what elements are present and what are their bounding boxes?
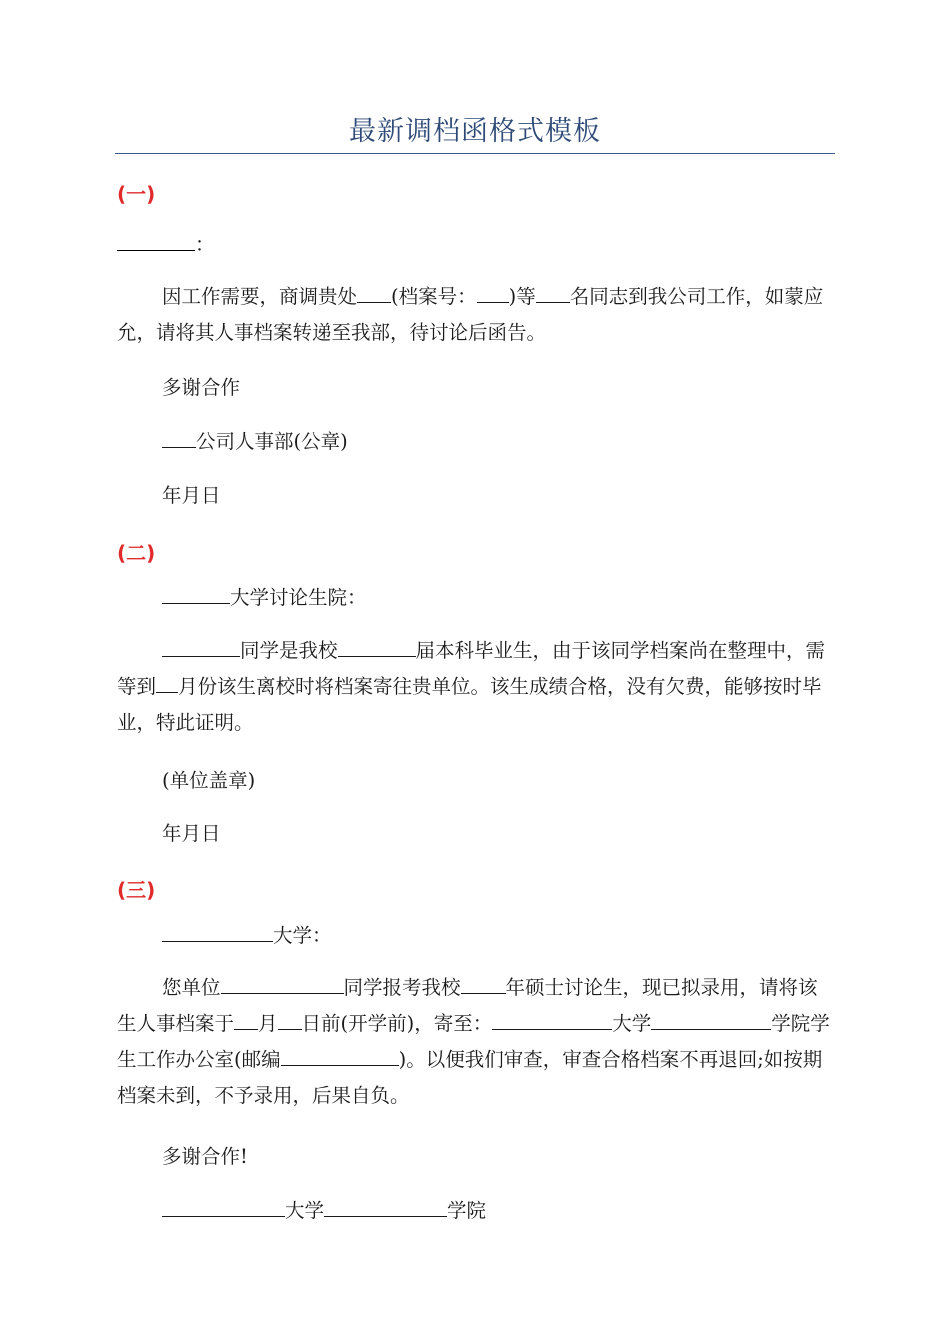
body-text: (档案号：: [391, 285, 477, 308]
body-text: 大学: [612, 1012, 652, 1035]
body-text: 届本科毕业生，由于该同学档案尚在整理中，需等到: [117, 639, 826, 698]
section-3-signature: [117, 1193, 833, 1229]
body-text: 因工作需要，商调贵处: [162, 285, 358, 308]
body-text: 年硕士讨论生，现已拟录用，请将该生人事档案于: [117, 976, 818, 1035]
college-sign-blank: [324, 1196, 447, 1217]
body-text: )。以便我们审查，审查合格档案不再退回;如按期档案未到，不予录用，后果自负。: [117, 1048, 823, 1107]
signature-text: 大学: [285, 1199, 325, 1222]
recipient-blank: [117, 230, 195, 251]
section-1-signature: [117, 424, 833, 460]
signature-text: 学院: [447, 1199, 487, 1222]
section-3-thanks: 多谢合作!: [162, 1145, 248, 1168]
body-text: 您单位: [162, 976, 221, 999]
body-text: 名同志到我公司工作，如蒙应允，请将其人事档案转递至我部，待讨论后函告。: [117, 285, 824, 344]
student-name-blank: [162, 636, 240, 657]
university-blank: [162, 583, 230, 604]
section-2-seal: (单位盖章): [162, 769, 256, 792]
class-year-blank: [338, 636, 416, 657]
section-heading-2: (二): [117, 541, 156, 565]
section-2-body: [117, 633, 833, 741]
file-number-blank: [477, 282, 509, 303]
month-blank: [234, 1009, 258, 1030]
body-text: 同学报考我校: [343, 976, 461, 999]
section-1-thanks: 多谢合作: [162, 376, 241, 399]
university-sign-blank: [162, 1196, 285, 1217]
section-3-salutation: [117, 918, 833, 954]
company-blank: [162, 427, 196, 448]
body-text: 学院学生工作办公室(邮编: [117, 1012, 830, 1071]
section-1-salutation: [117, 227, 833, 263]
body-text: 月: [258, 1012, 278, 1035]
document-title: 最新调档函格式模板: [349, 116, 601, 147]
college-blank: [651, 1009, 771, 1030]
section-2-date: 年月日: [162, 822, 221, 845]
month-blank: [156, 672, 178, 693]
body-text: 同学是我校: [240, 639, 338, 662]
student-name-blank: [221, 973, 344, 994]
postcode-blank: [281, 1045, 399, 1066]
body-text: )等: [508, 285, 536, 308]
day-blank: [278, 1009, 302, 1030]
count-blank: [536, 282, 570, 303]
section-heading-1: (一): [117, 182, 156, 206]
university-address-blank: [492, 1009, 612, 1030]
body-text: 日前(开学前)，寄至：: [301, 1012, 493, 1035]
unit-blank: [357, 282, 391, 303]
university-blank: [162, 921, 273, 942]
body-text: 月份该生离校时将档案寄往贵单位。该生成绩合格，没有欠费，能够按时毕业，特此证明。: [117, 675, 822, 734]
section-1-date: 年月日: [162, 484, 221, 507]
section-1-body: [117, 279, 833, 351]
section-heading-3: (三): [117, 878, 156, 902]
section-2-salutation: [117, 580, 833, 616]
salutation-text: 大学讨论生院：: [230, 586, 367, 609]
signature-text: 公司人事部(公章): [196, 430, 348, 453]
year-blank: [461, 973, 506, 994]
salutation-colon: ：: [195, 233, 215, 256]
title-underline: [115, 153, 835, 154]
salutation-text: 大学：: [273, 924, 332, 947]
section-3-body: [117, 970, 833, 1114]
